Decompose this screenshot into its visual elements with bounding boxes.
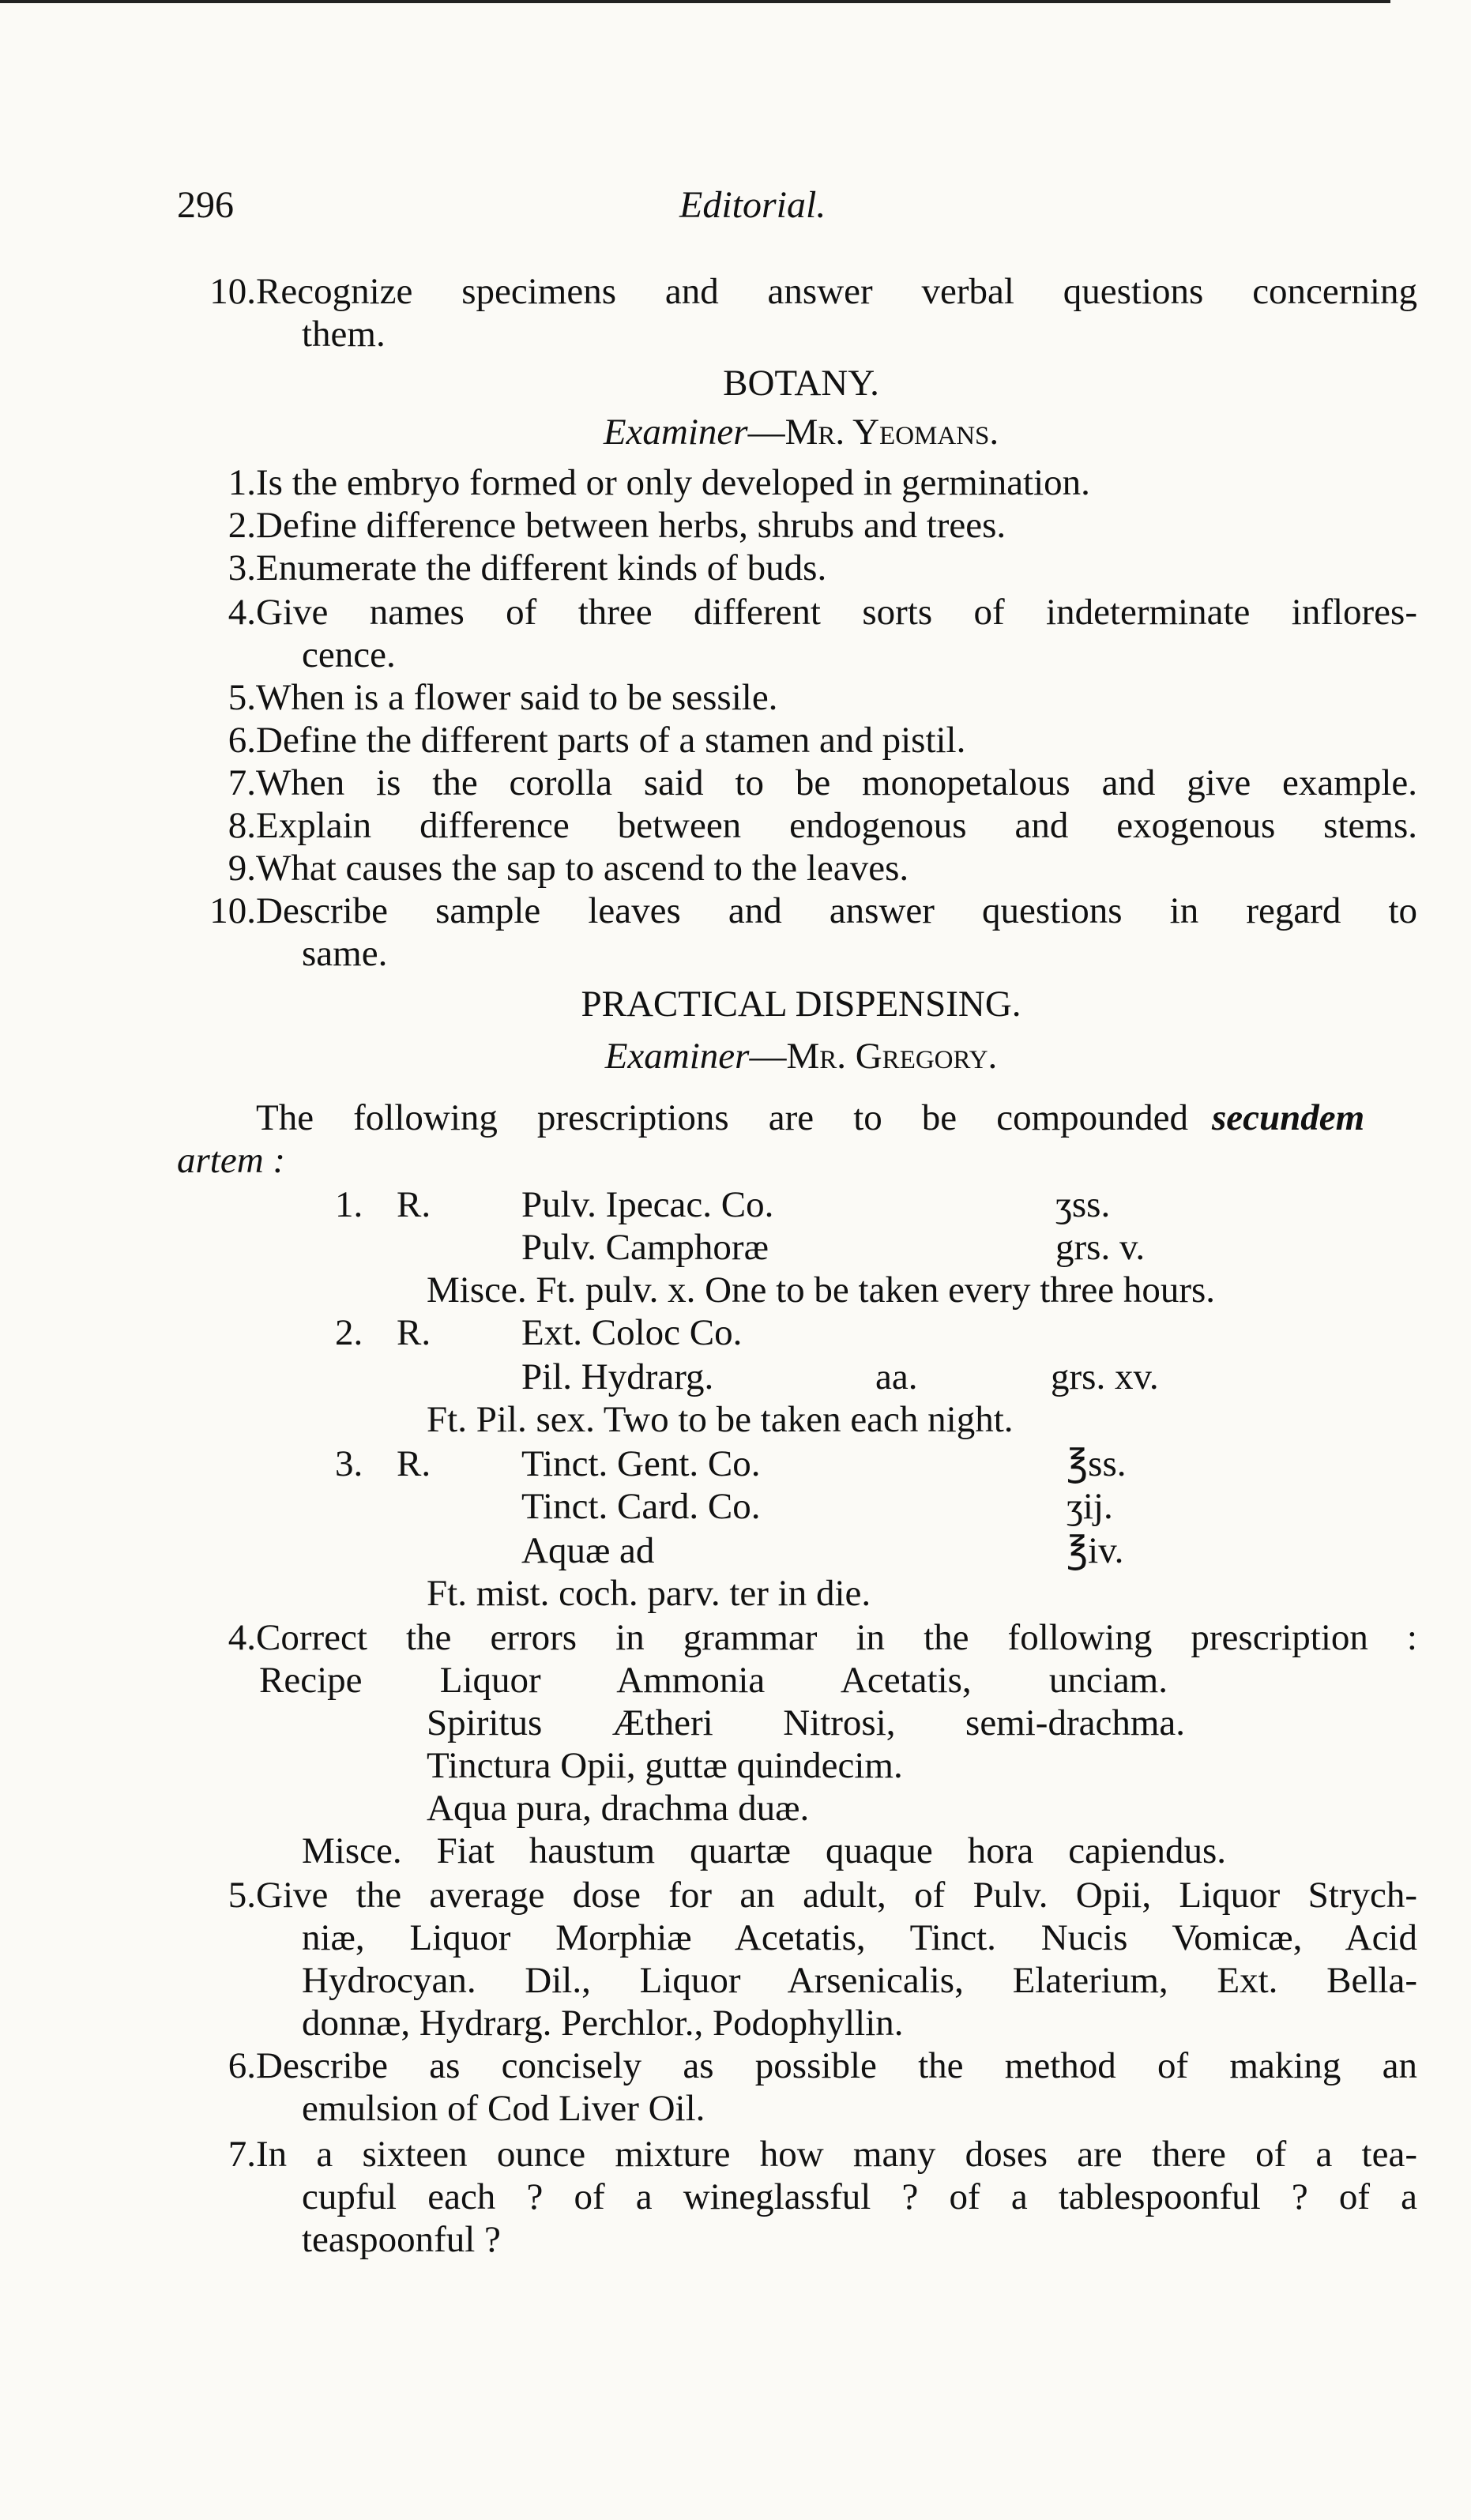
- q5-line-4: donnæ, Hydrarg. Perchlor., Podophyllin.: [302, 2003, 904, 2044]
- q5-line-3: Hydrocyan. Dil., Liquor Arsenicalis, Elaterium, Ext. Bella-: [302, 1960, 1417, 2001]
- botany-question-2: 2. Define difference between herbs, shrubs and trees.: [228, 505, 1006, 546]
- mm-question-10: 10. Recognize specimens and answer verbal questions concerning: [209, 271, 1417, 312]
- dispensing-heading: PRACTICAL DISPENSING.: [581, 984, 1021, 1025]
- dispensing-question-4: 4. Correct the errors in grammar in the following prescription :: [228, 1617, 1417, 1658]
- botany-question-6: 6. Define the different parts of a stamen and pistil.: [228, 720, 966, 761]
- botany-question-1: 1. Is the embryo formed or only developed in germination.: [228, 462, 1090, 503]
- top-rule: [0, 0, 1390, 3]
- dispensing-intro: The following prescriptions are to be compounded secundem: [256, 1097, 1365, 1138]
- q4-recipe-line-5: Misce. Fiat haustum quartæ quaque hora capiendus.: [302, 1830, 1226, 1871]
- rx2-direction: Ft. Pil. sex. Two to be taken each night.: [427, 1399, 1014, 1440]
- dispensing-question-6: 6. Describe as concisely as possible the method of making an: [228, 2045, 1417, 2086]
- dispensing-question-5: 5. Give the average dose for an adult, of Pulv. Opii, Liquor Strych-: [228, 1875, 1417, 1916]
- botany-question-4-cont: cence.: [302, 634, 396, 675]
- botany-question-3: 3. Enumerate the different kinds of buds.: [228, 547, 827, 589]
- q7-line-2: cupful each ? of a wineglassful ? of a tablespoonful ? of a: [302, 2176, 1417, 2217]
- q6-line-2: emulsion of Cod Liver Oil.: [302, 2088, 705, 2129]
- rx3-direction: Ft. mist. coch. parv. ter in die.: [427, 1573, 871, 1614]
- botany-question-9: 9. What causes the sap to ascend to the leaves.: [228, 848, 909, 889]
- rx1-line1: 1. R. Pulv. Ipecac. Co. ʒss.: [335, 1184, 1111, 1225]
- running-title: Editorial.: [679, 184, 826, 226]
- q4-recipe-line-3: Tinctura Opii, guttæ quindecim.: [427, 1745, 903, 1786]
- page-number: 296: [177, 184, 234, 226]
- botany-question-7: 7. When is the corolla said to be monopetalous and give example.: [228, 762, 1417, 803]
- botany-question-4: 4. Give names of three different sorts of indeterminate inflores-: [228, 592, 1417, 633]
- rx3-line2: Tinct. Card. Co. ʒij.: [521, 1486, 1113, 1527]
- q4-recipe-line-4: Aqua pura, drachma duæ.: [427, 1788, 810, 1829]
- botany-question-10: 10. Describe sample leaves and answer questions in regard to: [209, 890, 1417, 931]
- botany-question-5: 5. When is a flower said to be sessile.: [228, 677, 778, 718]
- botany-question-10-cont: same.: [302, 933, 388, 974]
- dispensing-intro-cont: artem :: [177, 1140, 286, 1181]
- botany-examiner: Examiner—Mr. Yeomans.: [603, 412, 999, 453]
- rx3-line3: Aquæ ad ℥iv.: [521, 1530, 1124, 1571]
- rx2-line2: Pil. Hydrarg. aa. grs. xv.: [521, 1356, 1159, 1397]
- rx1-direction: Misce. Ft. pulv. x. One to be taken every three hours.: [427, 1269, 1216, 1311]
- q4-recipe-line-2: Spiritus Ætheri Nitrosi, semi-drachma.: [427, 1702, 1185, 1743]
- dispensing-examiner: Examiner—Mr. Gregory.: [604, 1036, 998, 1077]
- q5-line-2: niæ, Liquor Morphiæ Acetatis, Tinct. Nucis Vomicæ, Acid: [302, 1917, 1417, 1958]
- q4-recipe-line-1: Recipe Liquor Ammonia Acetatis, unciam.: [259, 1660, 1168, 1701]
- rx3-line1: 3. R. Tinct. Gent. Co. ℥ss.: [335, 1443, 1127, 1484]
- rx1-line2: Pulv. Camphoræ grs. v.: [521, 1227, 1146, 1268]
- dispensing-question-7: 7. In a sixteen ounce mixture how many doses are there of a tea-: [228, 2134, 1417, 2175]
- rx2-line1: 2. R. Ext. Coloc Co.: [335, 1312, 743, 1353]
- botany-question-8: 8. Explain difference between endogenous and exogenous stems.: [228, 805, 1417, 846]
- botany-heading: BOTANY.: [723, 363, 879, 404]
- mm-question-10-cont: them.: [302, 314, 386, 355]
- q7-line-3: teaspoonful ?: [302, 2219, 501, 2260]
